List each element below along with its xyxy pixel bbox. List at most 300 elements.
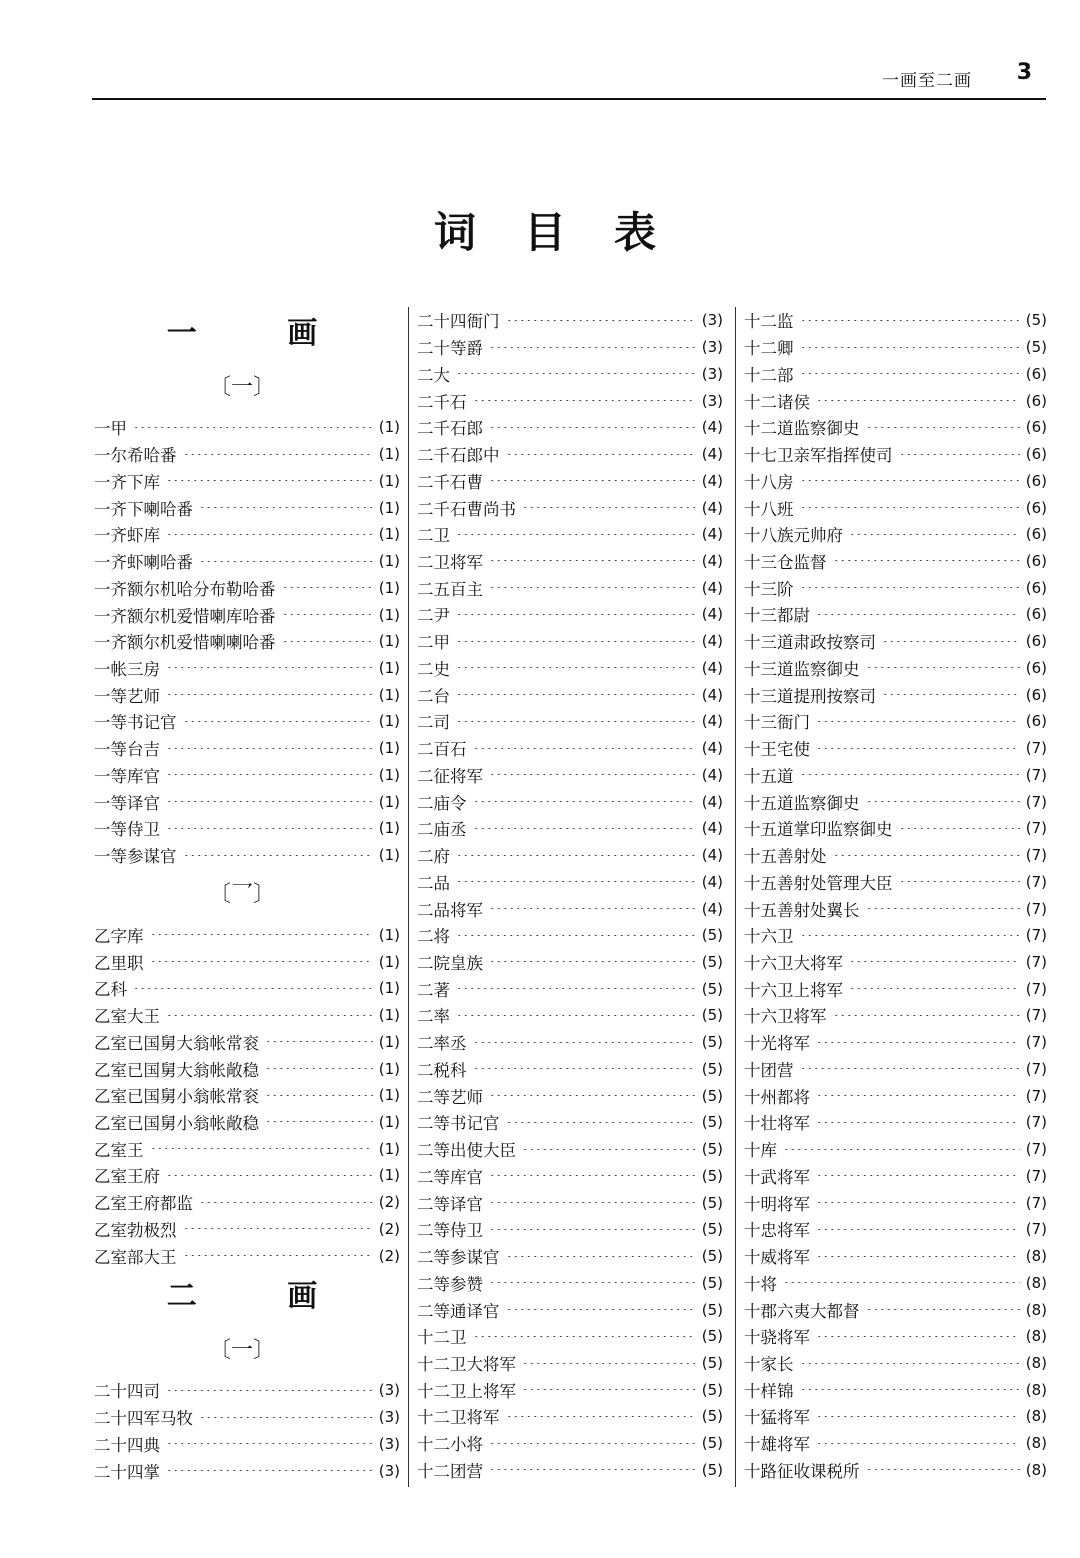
- entry-page-ref: (4): [701, 819, 723, 838]
- entry-term: 十六卫将军: [744, 1007, 827, 1027]
- entry-term: 十威将军: [744, 1248, 810, 1268]
- entry-page-ref: (1): [378, 605, 400, 624]
- index-entry: [94, 762, 400, 789]
- entry-term: 一等台吉: [94, 740, 160, 760]
- entry-page-ref: (4): [701, 578, 723, 597]
- entry-term: 十路征收课税所: [744, 1461, 860, 1481]
- entry-term: 二品将军: [417, 900, 483, 920]
- entry-page-ref: (1): [378, 712, 400, 731]
- index-entry: [94, 1242, 400, 1269]
- entry-page-ref: (3): [378, 1461, 400, 1480]
- index-entry: [417, 1109, 723, 1136]
- entry-page-ref: (5): [701, 1006, 723, 1025]
- entry-term: 十六卫: [744, 927, 794, 947]
- dot-leader: [166, 828, 373, 829]
- dot-leader: [150, 961, 373, 962]
- entry-term: 乙字库: [94, 926, 144, 946]
- dot-leader: [489, 427, 696, 428]
- entry-page-ref: (5): [701, 1300, 723, 1319]
- dot-leader: [506, 454, 696, 455]
- entry-term: 十三阶: [744, 579, 794, 599]
- entry-term: 二院皇族: [417, 953, 483, 973]
- entry-list: [94, 414, 400, 868]
- index-entry: [417, 1269, 723, 1296]
- entry-term: 二十四掌: [94, 1462, 160, 1482]
- dot-leader: [816, 400, 1020, 401]
- dot-leader: [166, 694, 373, 695]
- entry-page-ref: (8): [1025, 1407, 1047, 1426]
- entry-page-ref: (5): [701, 1434, 723, 1453]
- dot-leader: [899, 881, 1020, 882]
- index-entry: [94, 1189, 400, 1216]
- entry-page-ref: (3): [701, 391, 723, 410]
- index-entry: [417, 1163, 723, 1190]
- entry-term: 二著: [417, 980, 450, 1000]
- dot-leader: [816, 748, 1020, 749]
- entry-term: 一等库官: [94, 766, 160, 786]
- dot-leader: [183, 721, 373, 722]
- index-entry: [94, 921, 400, 948]
- entry-list: [417, 307, 723, 1483]
- dot-leader: [816, 1175, 1020, 1176]
- entry-page-ref: (3): [378, 1381, 400, 1400]
- entry-term: 十二监: [744, 312, 794, 332]
- entry-term: 二史: [417, 659, 450, 679]
- dot-leader: [265, 1068, 373, 1069]
- dot-leader: [265, 1041, 373, 1042]
- index-entry: [94, 1028, 400, 1055]
- entry-page-ref: (7): [1025, 739, 1047, 758]
- dot-leader: [800, 347, 1020, 348]
- dot-leader: [166, 1015, 373, 1016]
- index-entry: [417, 1002, 723, 1029]
- entry-term: 十三都尉: [744, 606, 810, 626]
- entry-term: 二等侍卫: [417, 1221, 483, 1241]
- entry-page-ref: (4): [701, 765, 723, 784]
- dot-leader: [816, 1256, 1020, 1257]
- index-entry: [417, 868, 723, 895]
- dot-leader: [166, 667, 373, 668]
- entry-term: 十郡六夷大都督: [744, 1301, 860, 1321]
- entry-term: 乙室大王: [94, 1007, 160, 1027]
- index-entry: [744, 441, 1047, 468]
- entry-term: 十二诸侯: [744, 392, 810, 412]
- index-entry: [744, 360, 1047, 387]
- entry-term: 十三道监察御史: [744, 659, 860, 679]
- dot-leader: [506, 1122, 696, 1123]
- entry-term: 十五道: [744, 766, 794, 786]
- entry-page-ref: (6): [1025, 685, 1047, 704]
- entry-term: 乙室王府都监: [94, 1194, 193, 1214]
- entry-term: 二庙令: [417, 793, 467, 813]
- entry-page-ref: (4): [701, 792, 723, 811]
- entry-page-ref: (7): [1025, 1220, 1047, 1239]
- dot-leader: [456, 881, 696, 882]
- entry-page-ref: (1): [378, 739, 400, 758]
- dot-leader: [183, 1228, 373, 1229]
- dot-leader: [833, 1015, 1020, 1016]
- entry-term: 十二卫: [417, 1328, 467, 1348]
- index-entry: [94, 1135, 400, 1162]
- entry-page-ref: (4): [701, 632, 723, 651]
- index-entry: [744, 1457, 1047, 1484]
- index-entry: [417, 761, 723, 788]
- entry-page-ref: (1): [378, 525, 400, 544]
- index-column-2: [417, 307, 723, 1483]
- index-entry: [94, 655, 400, 682]
- dot-leader: [473, 1042, 696, 1043]
- entry-page-ref: (2): [378, 1219, 400, 1238]
- index-entry: [417, 681, 723, 708]
- index-entry: [94, 574, 400, 601]
- entry-term: 十八班: [744, 499, 794, 519]
- dot-leader: [522, 507, 696, 508]
- entry-term: 一齐额尔机哈分布勒哈番: [94, 579, 276, 599]
- entry-page-ref: (3): [701, 364, 723, 383]
- dot-leader: [183, 1255, 373, 1256]
- index-entry: [744, 1216, 1047, 1243]
- entry-term: 十明将军: [744, 1194, 810, 1214]
- entry-term: 十五善射处翼长: [744, 900, 860, 920]
- entry-term: 乙室已国舅大翁帐敞稳: [94, 1060, 259, 1080]
- entry-term: 十光将军: [744, 1034, 810, 1054]
- dot-leader: [489, 480, 696, 481]
- index-entry: [94, 521, 400, 548]
- entry-term: 二千石曹尚书: [417, 499, 516, 519]
- dot-leader: [506, 1416, 696, 1417]
- index-entry: [417, 1403, 723, 1430]
- index-entry: [417, 735, 723, 762]
- index-entry: [94, 842, 400, 869]
- entry-page-ref: (7): [1025, 792, 1047, 811]
- dot-leader: [150, 934, 373, 935]
- dot-leader: [833, 855, 1020, 856]
- index-entry: [94, 1216, 400, 1243]
- index-entry: [744, 1109, 1047, 1136]
- dot-leader: [456, 641, 696, 642]
- index-entry: [744, 548, 1047, 575]
- dot-leader: [166, 1175, 373, 1176]
- entry-page-ref: (4): [701, 658, 723, 677]
- entry-page-ref: (7): [1025, 952, 1047, 971]
- dot-leader: [800, 1363, 1020, 1364]
- index-entry: [94, 628, 400, 655]
- index-entry: [417, 360, 723, 387]
- dot-leader: [166, 801, 373, 802]
- entry-page-ref: (1): [378, 418, 400, 437]
- index-entry: [744, 601, 1047, 628]
- dot-leader: [506, 1256, 696, 1257]
- entry-page-ref: (4): [701, 605, 723, 624]
- entry-page-ref: (1): [378, 1166, 400, 1185]
- index-entry: [744, 815, 1047, 842]
- index-entry: [417, 548, 723, 575]
- dot-leader: [456, 667, 696, 668]
- entry-term: 十五道监察御史: [744, 793, 860, 813]
- index-entry: [744, 735, 1047, 762]
- index-entry: [744, 1296, 1047, 1323]
- entry-term: 十样锦: [744, 1381, 794, 1401]
- entry-page-ref: (5): [1025, 311, 1047, 330]
- entry-term: 一齐额尔机爱惜喇库哈番: [94, 606, 276, 626]
- entry-term: 十二小将: [417, 1435, 483, 1455]
- entry-page-ref: (5): [701, 1140, 723, 1159]
- entry-page-ref: (4): [701, 445, 723, 464]
- entry-page-ref: (7): [1025, 1166, 1047, 1185]
- index-entry: [417, 1082, 723, 1109]
- index-entry: [417, 975, 723, 1002]
- entry-page-ref: (4): [701, 551, 723, 570]
- index-entry: [417, 601, 723, 628]
- entry-page-ref: (6): [1025, 712, 1047, 731]
- index-entry: [94, 1162, 400, 1189]
- entry-page-ref: (7): [1025, 819, 1047, 838]
- index-entry: [417, 307, 723, 334]
- dot-leader: [783, 1282, 1020, 1283]
- index-entry: [744, 1243, 1047, 1270]
- entry-term: 十七卫亲军指挥使司: [744, 446, 893, 466]
- dot-leader: [282, 641, 373, 642]
- dot-leader: [473, 748, 696, 749]
- index-entry: [417, 842, 723, 869]
- entry-page-ref: (1): [378, 552, 400, 571]
- entry-page-ref: (7): [1025, 872, 1047, 891]
- dot-leader: [489, 1282, 696, 1283]
- dot-leader: [150, 1148, 373, 1149]
- sub-heading: 〔一〕: [208, 375, 275, 400]
- entry-page-ref: (1): [378, 471, 400, 490]
- dot-leader: [166, 748, 373, 749]
- index-entry: [744, 1430, 1047, 1457]
- dot-leader: [489, 908, 696, 909]
- entry-page-ref: (4): [701, 418, 723, 437]
- sub-heading: 〔乛〕: [208, 882, 275, 908]
- entry-term: 十五道掌印监察御史: [744, 820, 893, 840]
- entry-term: 十团营: [744, 1060, 794, 1080]
- entry-term: 二千石郎中: [417, 446, 500, 466]
- index-entry: [417, 1457, 723, 1484]
- entry-term: 十猛将军: [744, 1408, 810, 1428]
- entry-term: 二十四典: [94, 1435, 160, 1455]
- entry-term: 十二道监察御史: [744, 419, 860, 439]
- entry-page-ref: (7): [1025, 899, 1047, 918]
- entry-term: 二等参赞: [417, 1274, 483, 1294]
- index-entry: [94, 1082, 400, 1109]
- entry-page-ref: (5): [1025, 338, 1047, 357]
- index-entry: [94, 788, 400, 815]
- entry-term: 十二卫上将军: [417, 1381, 516, 1401]
- entry-page-ref: (7): [1025, 1006, 1047, 1025]
- entry-page-ref: (7): [1025, 765, 1047, 784]
- dot-leader: [800, 1068, 1020, 1069]
- dot-leader: [199, 1417, 373, 1418]
- index-entry: [417, 1243, 723, 1270]
- index-entry: [744, 628, 1047, 655]
- dot-leader: [522, 1389, 696, 1390]
- entry-term: 二等通译官: [417, 1301, 500, 1321]
- column-divider: [408, 307, 409, 1487]
- dot-leader: [849, 988, 1020, 989]
- entry-term: 乙室已国舅小翁帐常衮: [94, 1087, 259, 1107]
- index-entry: [744, 467, 1047, 494]
- entry-term: 二台: [417, 686, 450, 706]
- entry-term: 十二卫将军: [417, 1408, 500, 1428]
- dot-leader: [866, 1309, 1020, 1310]
- dot-leader: [456, 373, 696, 374]
- entry-page-ref: (7): [1025, 1059, 1047, 1078]
- dot-leader: [265, 1095, 373, 1096]
- page-title: 词目表: [433, 208, 704, 257]
- entry-term: 十雄将军: [744, 1435, 810, 1455]
- dot-leader: [456, 855, 696, 856]
- dot-leader: [265, 1121, 373, 1122]
- index-entry: [744, 574, 1047, 601]
- entry-page-ref: (5): [701, 1460, 723, 1479]
- entry-term: 二府: [417, 847, 450, 867]
- entry-term: 二千石曹: [417, 472, 483, 492]
- entry-list: [744, 307, 1047, 1483]
- entry-page-ref: (3): [701, 311, 723, 330]
- entry-page-ref: (5): [701, 1059, 723, 1078]
- entry-page-ref: (7): [1025, 1193, 1047, 1212]
- index-entry: [417, 414, 723, 441]
- entry-term: 乙室已国舅小翁帐敞稳: [94, 1113, 259, 1133]
- entry-page-ref: (7): [1025, 979, 1047, 998]
- dot-leader: [166, 534, 373, 535]
- index-entry: [94, 948, 400, 975]
- entry-page-ref: (5): [701, 952, 723, 971]
- index-entry: [744, 975, 1047, 1002]
- entry-list: [94, 1377, 400, 1484]
- entry-page-ref: (1): [378, 685, 400, 704]
- index-entry: [744, 1163, 1047, 1190]
- entry-term: 二将: [417, 927, 450, 947]
- index-entry: [417, 1189, 723, 1216]
- entry-page-ref: (1): [378, 1112, 400, 1131]
- entry-page-ref: (7): [1025, 846, 1047, 865]
- entry-term: 十六卫大将军: [744, 953, 843, 973]
- entry-page-ref: (1): [378, 1086, 400, 1105]
- dot-leader: [506, 320, 696, 321]
- index-entry: [417, 949, 723, 976]
- index-entry: [417, 387, 723, 414]
- entry-term: 二率: [417, 1007, 450, 1027]
- entry-page-ref: (1): [378, 445, 400, 464]
- entry-term: 乙科: [94, 980, 127, 1000]
- index-entry: [417, 467, 723, 494]
- dot-leader: [899, 828, 1020, 829]
- entry-term: 二等书记官: [417, 1114, 500, 1134]
- entry-term: 二等参谋官: [417, 1248, 500, 1268]
- entry-term: 二等库官: [417, 1167, 483, 1187]
- entry-term: 十三衙门: [744, 713, 810, 733]
- index-entry: [417, 1056, 723, 1083]
- entry-page-ref: (5): [701, 1113, 723, 1132]
- dot-leader: [199, 561, 373, 562]
- index-entry: [417, 1430, 723, 1457]
- entry-term: 乙里职: [94, 953, 144, 973]
- entry-term: 十二卫大将军: [417, 1355, 516, 1374]
- dot-leader: [816, 614, 1020, 615]
- dot-leader: [816, 1202, 1020, 1203]
- dot-leader: [133, 427, 373, 428]
- dot-leader: [800, 587, 1020, 588]
- sub-heading: 〔一〕: [208, 1338, 275, 1364]
- dot-leader: [456, 694, 696, 695]
- entry-page-ref: (7): [1025, 1086, 1047, 1105]
- index-entry: [744, 949, 1047, 976]
- index-entry: [744, 761, 1047, 788]
- dot-leader: [133, 988, 373, 989]
- index-entry: [417, 815, 723, 842]
- dot-leader: [866, 427, 1020, 428]
- dot-leader: [473, 828, 696, 829]
- entry-page-ref: (6): [1025, 632, 1047, 651]
- index-entry: [417, 1296, 723, 1323]
- entry-page-ref: (1): [378, 658, 400, 677]
- dot-leader: [166, 774, 373, 775]
- dot-leader: [783, 1149, 1020, 1150]
- entry-page-ref: (5): [701, 1166, 723, 1185]
- dot-leader: [816, 1416, 1020, 1417]
- entry-page-ref: (5): [701, 1380, 723, 1399]
- entry-page-ref: (6): [1025, 445, 1047, 464]
- entry-term: 十五善射处: [744, 847, 827, 867]
- dot-leader: [816, 1336, 1020, 1337]
- entry-term: 十二卿: [744, 339, 794, 359]
- dot-leader: [833, 560, 1020, 561]
- dot-leader: [456, 614, 696, 615]
- entry-page-ref: (6): [1025, 658, 1047, 677]
- entry-term: 二卫将军: [417, 552, 483, 572]
- entry-page-ref: (5): [701, 926, 723, 945]
- index-entry: [417, 1350, 723, 1377]
- entry-term: 一齐虾喇哈番: [94, 553, 193, 573]
- entry-term: 二千石郎: [417, 419, 483, 439]
- dot-leader: [816, 1229, 1020, 1230]
- entry-term: 十骁将军: [744, 1328, 810, 1348]
- entry-term: 十三仓监督: [744, 552, 827, 572]
- entry-page-ref: (6): [1025, 525, 1047, 544]
- entry-page-ref: (1): [378, 498, 400, 517]
- index-entry: [94, 708, 400, 735]
- dot-leader: [166, 1470, 373, 1471]
- entry-term: 十二部: [744, 365, 794, 385]
- index-entry: [417, 708, 723, 735]
- entry-page-ref: (8): [1025, 1354, 1047, 1372]
- entry-term: 十武将军: [744, 1167, 810, 1187]
- dot-leader: [816, 1443, 1020, 1444]
- entry-term: 十六卫上将军: [744, 980, 843, 1000]
- entry-page-ref: (8): [1025, 1460, 1047, 1479]
- entry-page-ref: (5): [701, 1354, 723, 1372]
- index-column-1: [94, 307, 400, 1484]
- entry-term: 二十四军马牧: [94, 1409, 193, 1429]
- entry-term: 二千石: [417, 392, 467, 412]
- index-entry: [744, 307, 1047, 334]
- entry-page-ref: (1): [378, 952, 400, 971]
- entry-page-ref: (4): [701, 685, 723, 704]
- page-number: 3: [1016, 60, 1032, 85]
- entry-term: 二十等爵: [417, 339, 483, 359]
- index-entry: [744, 1029, 1047, 1056]
- entry-term: 十州都将: [744, 1087, 810, 1107]
- dot-leader: [899, 454, 1020, 455]
- index-entry: [417, 922, 723, 949]
- entry-page-ref: (8): [1025, 1380, 1047, 1399]
- dot-leader: [816, 1095, 1020, 1096]
- dot-leader: [800, 373, 1020, 374]
